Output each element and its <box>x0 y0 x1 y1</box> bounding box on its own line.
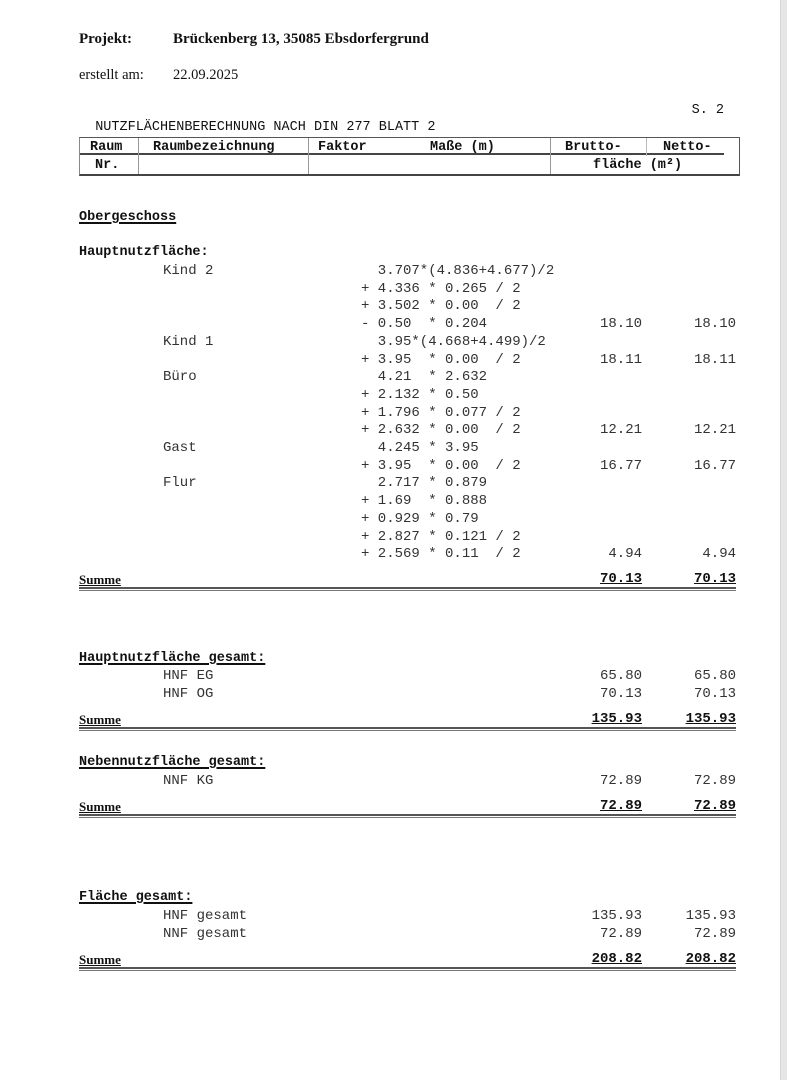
col-raum: Raum <box>90 140 123 155</box>
section-title-flaeche-gesamt: Fläche gesamt: <box>79 890 193 905</box>
project-value: Brückenberg 13, 35085 Ebsdorfergrund <box>173 31 429 47</box>
list-item-brutto: 72.89 <box>599 926 642 942</box>
formula: + 2.569 * 0.11 / 2 <box>361 546 521 563</box>
netto-value: 18.10 <box>693 316 736 333</box>
formula: 4.21 * 2.632 <box>361 369 488 386</box>
list-item-label: HNF EG <box>163 668 214 684</box>
formula: + 1.796 * 0.077 / 2 <box>361 404 521 421</box>
list-item-netto: 72.89 <box>693 926 736 942</box>
formula: + 3.502 * 0.00 / 2 <box>361 298 521 315</box>
summe-label: Summe <box>79 712 121 727</box>
formula: + 1.69 * 0.888 <box>361 493 488 510</box>
col-raumbezeichnung: Raumbezeichnung <box>153 140 275 155</box>
summe-netto: 70.13 <box>693 571 736 587</box>
summe-brutto: 72.89 <box>599 798 642 814</box>
list-item-label: HNF OG <box>163 686 214 702</box>
summe-netto: 135.93 <box>685 711 736 727</box>
summe-brutto: 70.13 <box>599 571 642 587</box>
list-item-netto: 135.93 <box>685 908 736 924</box>
column-header <box>79 137 740 176</box>
netto-value: 12.21 <box>693 422 736 439</box>
summe-netto: 72.89 <box>693 798 736 814</box>
brutto-value: 16.77 <box>599 457 642 474</box>
formula: + 0.929 * 0.79 <box>361 510 479 527</box>
formula: + 2.132 * 0.50 <box>361 386 479 403</box>
netto-value: 4.94 <box>702 546 736 563</box>
divider <box>138 138 139 174</box>
document-title-text: NUTZFLÄCHENBERECHNUNG NACH DIN 277 BLATT 2 <box>95 120 436 135</box>
room-name: Kind 2 <box>163 263 214 279</box>
summe-label: Summe <box>79 952 121 967</box>
project-label: Projekt: <box>79 31 133 47</box>
double-rule <box>79 587 736 591</box>
double-rule <box>79 967 736 971</box>
col-nr: Nr. <box>95 158 120 173</box>
formula: 3.707*(4.836+4.677)/2 <box>361 263 555 279</box>
summe-netto: 208.82 <box>685 951 736 967</box>
room-name: Flur <box>163 475 197 492</box>
divider <box>308 138 309 174</box>
col-flaeche: fläche (m²) <box>593 158 683 173</box>
list-item-brutto: 72.89 <box>599 773 642 789</box>
list-item-netto: 70.13 <box>693 686 736 702</box>
double-rule <box>79 814 736 818</box>
list-item-label: NNF KG <box>163 773 214 789</box>
formula: + 4.336 * 0.265 / 2 <box>361 280 521 297</box>
room-name: Büro <box>163 369 197 386</box>
page-edge <box>780 0 787 1080</box>
col-netto: Netto- <box>663 140 712 155</box>
summe-brutto: 208.82 <box>591 951 642 967</box>
formula: 4.245 * 3.95 <box>361 440 479 456</box>
formula: + 2.827 * 0.121 / 2 <box>361 528 521 545</box>
formula: + 3.95 * 0.00 / 2 <box>361 351 521 368</box>
col-brutto: Brutto- <box>565 140 622 155</box>
list-item-label: NNF gesamt <box>163 926 248 942</box>
brutto-value: 18.10 <box>599 316 642 333</box>
section-title-nnf-gesamt: Nebennutzfläche gesamt: <box>79 755 266 770</box>
list-item-netto: 65.80 <box>693 668 736 684</box>
list-item-label: HNF gesamt <box>163 908 248 924</box>
formula: 2.717 * 0.879 <box>361 475 488 492</box>
brutto-value: 12.21 <box>599 422 642 439</box>
formula: - 0.50 * 0.204 <box>361 316 488 333</box>
netto-value: 16.77 <box>693 457 736 474</box>
col-faktor: Faktor <box>318 140 367 155</box>
brutto-value: 4.94 <box>608 546 642 563</box>
page-number: S. 2 <box>691 103 724 118</box>
created-label: erstellt am: <box>79 67 144 83</box>
created-value: 22.09.2025 <box>173 67 239 83</box>
room-name: Kind 1 <box>163 333 214 350</box>
list-item-brutto: 65.80 <box>599 668 642 684</box>
brutto-value: 18.11 <box>599 351 642 368</box>
section-title-obergeschoss: Obergeschoss <box>79 210 177 225</box>
subtitle-hauptnutzflaeche: Hauptnutzfläche: <box>79 245 209 260</box>
divider <box>646 138 647 156</box>
double-rule <box>79 727 736 731</box>
formula: + 3.95 * 0.00 / 2 <box>361 457 521 474</box>
list-item-brutto: 70.13 <box>599 686 642 702</box>
list-item-brutto: 135.93 <box>591 908 642 924</box>
list-item-netto: 72.89 <box>693 773 736 789</box>
summe-brutto: 135.93 <box>591 711 642 727</box>
col-masse: Maße (m) <box>430 140 495 155</box>
summe-label: Summe <box>79 799 121 814</box>
section-title-hnf-gesamt: Hauptnutzfläche gesamt: <box>79 651 266 666</box>
summe-label: Summe <box>79 572 121 587</box>
formula: 3.95*(4.668+4.499)/2 <box>361 333 546 350</box>
divider <box>550 138 551 174</box>
room-name: Gast <box>163 440 197 456</box>
formula: + 2.632 * 0.00 / 2 <box>361 422 521 439</box>
netto-value: 18.11 <box>693 351 736 368</box>
